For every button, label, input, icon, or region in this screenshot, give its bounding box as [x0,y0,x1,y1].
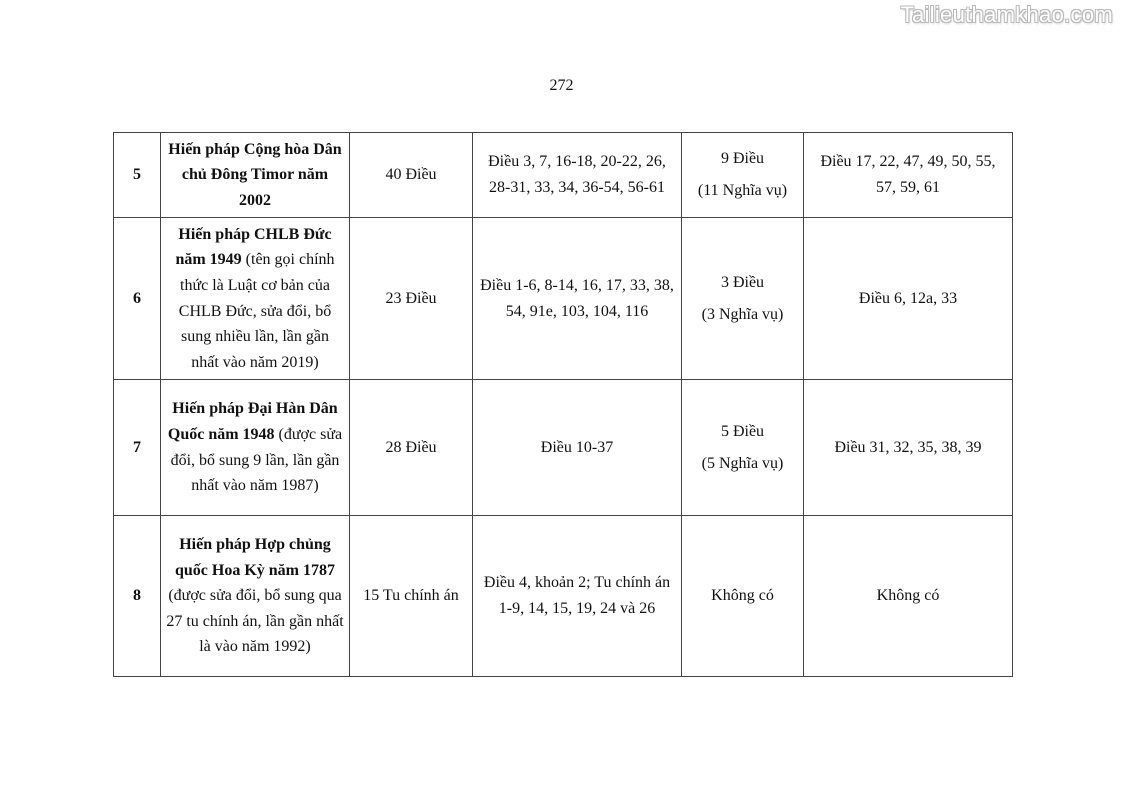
constitution-name [161,218,350,380]
watermark: Tailieuthamkhao.com [900,2,1113,27]
duties-note: (5 Nghĩa vụ) [701,454,784,472]
duties-count: 3 Điều [720,273,765,291]
row-number: 8 [114,516,161,677]
article-count: 28 Điều [350,380,473,516]
constitution-name [161,516,350,677]
article-count: 40 Điều [350,133,473,218]
duties-count-cell [682,380,804,516]
constitution-title: Hiến pháp CHLB Đức năm 1949 [175,225,332,269]
constitution-title: Hiến pháp Cộng hòa Dân chủ Đông Timor năm 2002 [168,140,342,209]
constitution-table [113,132,1013,677]
duty-articles: Điều 6, 12a, 33 [804,218,1013,380]
duties-count-cell [682,218,804,380]
rights-articles: Điều 1-6, 8-14, 16, 17, 33, 38, 54, 91e, 103, 104, 116 [473,218,682,380]
constitution-note: (được sửa đổi, bổ sung 9 lần, lần gần nhất vào năm 1987) [170,425,343,495]
table-row [114,133,1013,218]
table-row [114,380,1013,516]
duties-note: (11 Nghĩa vụ) [697,182,788,199]
row-number: 7 [114,380,161,516]
constitution-note: (tên gọi chính thức là Luật cơ bản của CHLB Đức, sửa đổi, bổ sung nhiều lần, lần gần nhất vào năm 2019) [178,251,335,371]
row-number: 6 [114,218,161,380]
table-row [114,516,1013,677]
duties-count-cell [682,516,804,677]
table-row [114,218,1013,380]
rights-articles: Điều 3, 7, 16-18, 20-22, 26, 28-31, 33, 34, 36-54, 56-61 [473,133,682,218]
duties-count-cell [682,133,804,218]
duty-articles: Điều 17, 22, 47, 49, 50, 55, 57, 59, 61 [804,133,1013,218]
rights-articles: Điều 4, khoản 2; Tu chính án 1-9, 14, 15, 19, 24 và 26 [473,516,682,677]
constitution-name [161,380,350,516]
duties-count: 9 Điều [720,150,765,168]
constitution-title: Hiến pháp Đại Hàn Dân Quốc năm 1948 [167,400,338,443]
article-count: 23 Điều [350,218,473,380]
page-number: 272 [549,77,574,94]
constitution-note: (được sửa đổi, bổ sung qua 27 tu chính án, lần gần nhất là vào năm 1992) [166,587,344,656]
constitution-title: Hiến pháp Hợp chủng quốc Hoa Kỳ năm 1787 [174,536,335,579]
duties-note: (3 Nghĩa vụ) [701,305,784,323]
rights-articles: Điều 10-37 [473,380,682,516]
article-count: 15 Tu chính án [350,516,473,677]
constitution-name [161,133,350,218]
duties-count: 5 Điều [720,422,765,440]
duties-count: Không có [711,587,774,605]
row-number: 5 [114,133,161,218]
duty-articles: Không có [804,516,1013,677]
duty-articles: Điều 31, 32, 35, 38, 39 [804,380,1013,516]
